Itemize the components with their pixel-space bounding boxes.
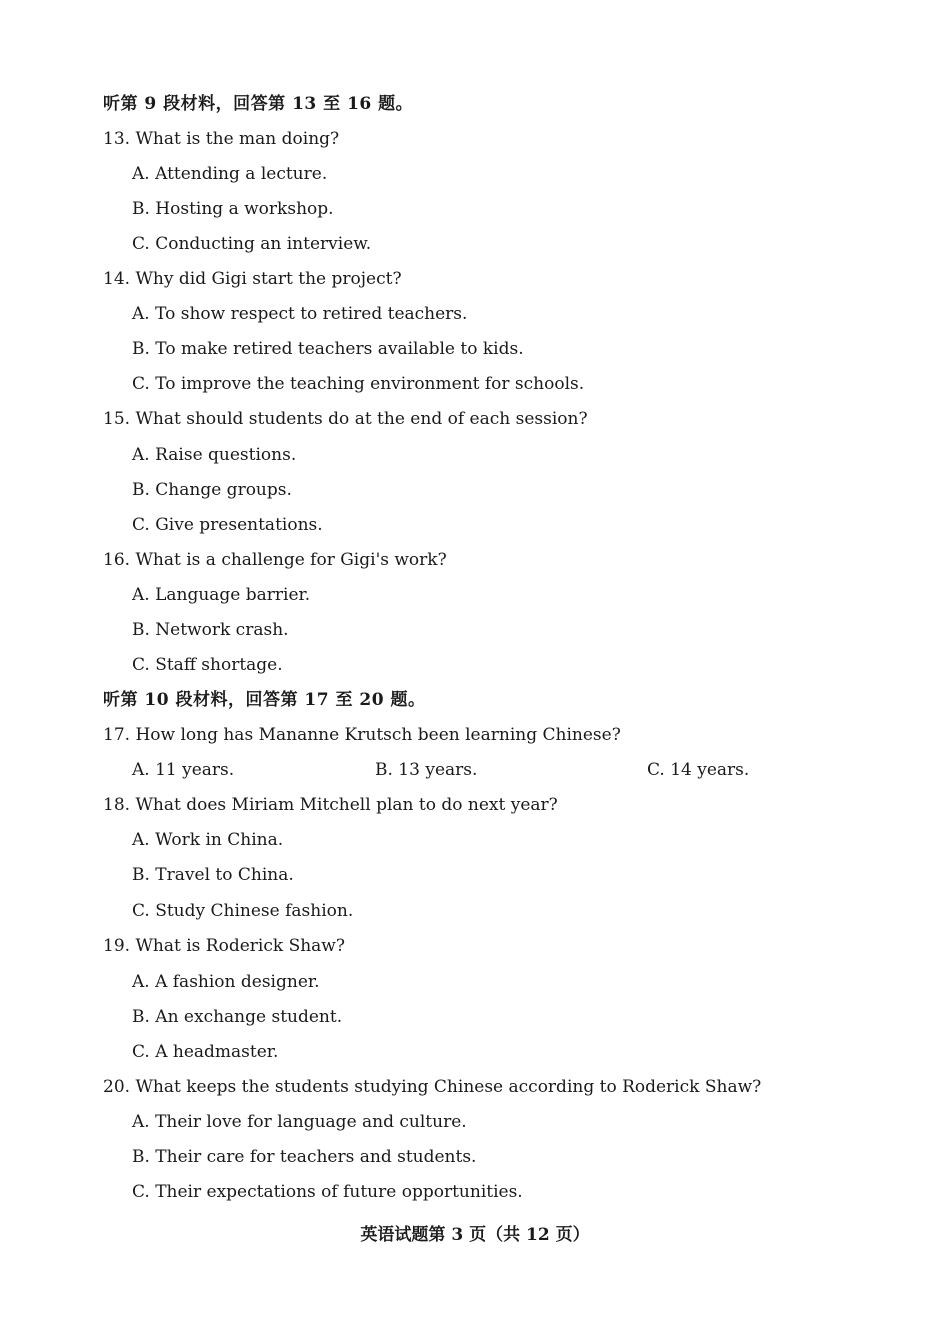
- question-stem: 15. What should students do at the end of each session?: [103, 409, 588, 429]
- answer-option: A. Language barrier.: [132, 585, 311, 605]
- question-stem: 17. How long has Mananne Krutsch been learning Chinese?: [103, 725, 621, 745]
- answer-option: C. To improve the teaching environment for schools.: [132, 374, 585, 394]
- answer-option: B. 13 years.: [375, 760, 478, 780]
- section-heading: 听第 10 段材料，回答第 17 至 20 题。: [103, 690, 426, 710]
- question-stem: 13. What is the man doing?: [103, 129, 340, 149]
- answer-option: C. 14 years.: [647, 760, 750, 780]
- answer-option: A. Attending a lecture.: [132, 164, 328, 184]
- answer-option: A. To show respect to retired teachers.: [132, 304, 468, 324]
- section-heading: 听第 9 段材料，回答第 13 至 16 题。: [103, 94, 414, 114]
- answer-option: A. 11 years.: [132, 760, 235, 780]
- answer-option: B. Change groups.: [132, 480, 292, 500]
- answer-option: C. A headmaster.: [132, 1042, 279, 1062]
- answer-option: A. Raise questions.: [132, 445, 297, 465]
- answer-option: B. To make retired teachers available to kids.: [132, 339, 524, 359]
- answer-option: C. Study Chinese fashion.: [132, 901, 354, 921]
- answer-option: C. Their expectations of future opportunities.: [132, 1182, 523, 1202]
- answer-option: B. Travel to China.: [132, 865, 294, 885]
- answer-option: B. Network crash.: [132, 620, 289, 640]
- answer-option: A. Work in China.: [132, 830, 284, 850]
- answer-option: B. Their care for teachers and students.: [132, 1147, 477, 1167]
- answer-option: C. Give presentations.: [132, 515, 323, 535]
- page-footer: 英语试题第 3 页（共 12 页）: [360, 1225, 590, 1245]
- answer-option: B. An exchange student.: [132, 1007, 343, 1027]
- answer-option: A. Their love for language and culture.: [132, 1112, 467, 1132]
- question-stem: 16. What is a challenge for Gigi's work?: [103, 550, 447, 570]
- answer-option: A. A fashion designer.: [132, 972, 320, 992]
- answer-option: C. Conducting an interview.: [132, 234, 372, 254]
- question-stem: 19. What is Roderick Shaw?: [103, 936, 345, 956]
- answer-option: B. Hosting a workshop.: [132, 199, 334, 219]
- question-stem: 20. What keeps the students studying Chinese according to Roderick Shaw?: [103, 1077, 762, 1097]
- question-stem: 18. What does Miriam Mitchell plan to do next year?: [103, 795, 558, 815]
- question-stem: 14. Why did Gigi start the project?: [103, 269, 402, 289]
- answer-option: C. Staff shortage.: [132, 655, 283, 675]
